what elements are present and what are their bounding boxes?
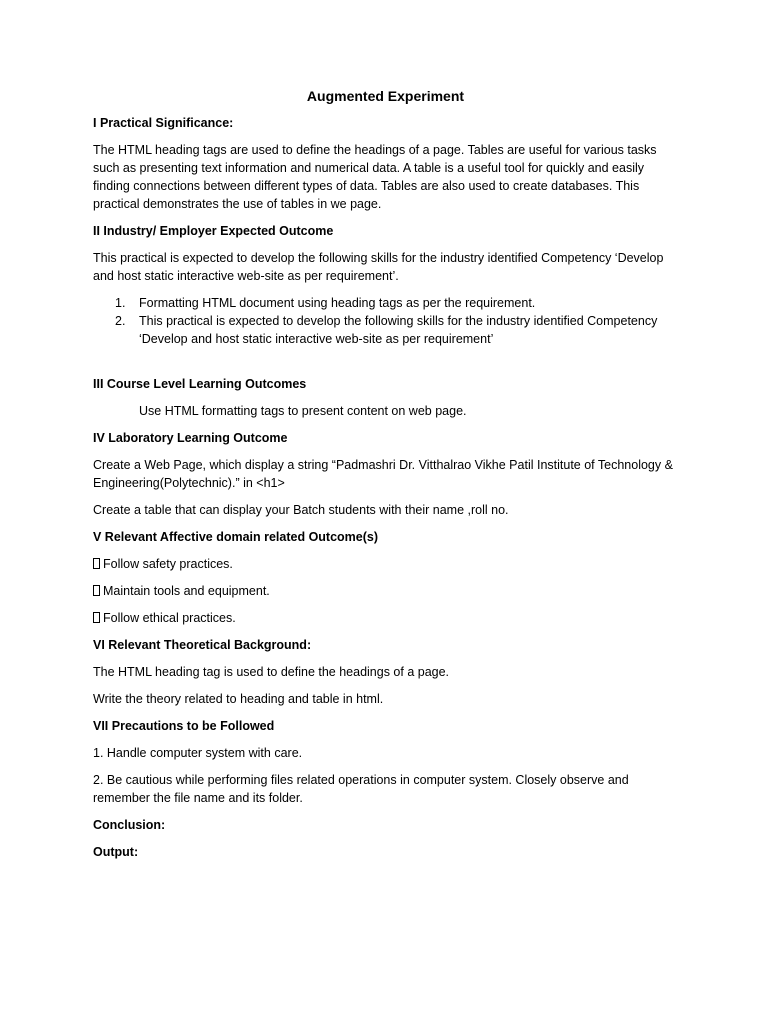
list-item-text: This practical is expected to develop the following skills for the industry identified Competency ‘Develop and host static interactive web-site as per requirement’ bbox=[139, 314, 658, 346]
section-heading-theory: VI Relevant Theoretical Background: bbox=[93, 638, 312, 652]
section-heading-affective-outcome: V Relevant Affective domain related Outcome(s) bbox=[93, 530, 379, 544]
bullet-item bbox=[93, 609, 678, 627]
course-outcomes-text: Use HTML formatting tags to present content on web page. bbox=[139, 404, 467, 418]
precaution-item-1: 1. Handle computer system with care. bbox=[93, 746, 303, 760]
section-heading-course-outcomes: III Course Level Learning Outcomes bbox=[93, 377, 307, 391]
lab-outcome-text-1: Create a Web Page, which display a string “Padmashri Dr. Vitthalrao Vikhe Patil Institute of Technology & Engineering(Polytechnic).” in <h1> bbox=[93, 458, 673, 490]
industry-outcome-text: This practical is expected to develop the following skills for the industry identified Competency ‘Develop and host static interactive web-site as per requirement’. bbox=[93, 251, 664, 283]
bullet-item bbox=[93, 555, 678, 573]
industry-outcome-list bbox=[93, 294, 678, 348]
missing-glyph-icon bbox=[93, 585, 100, 596]
bullet-item-text: Maintain tools and equipment. bbox=[103, 584, 270, 598]
missing-glyph-icon bbox=[93, 612, 100, 623]
document-title: Augmented Experiment bbox=[306, 88, 465, 104]
precaution-item-2: 2. Be cautious while performing files related operations in computer system. Closely observe and remember the file name and its folder. bbox=[93, 773, 629, 805]
list-item bbox=[93, 294, 678, 312]
list-item-text: Formatting HTML document using heading tags as per the requirement. bbox=[139, 296, 536, 310]
bullet-item bbox=[93, 582, 678, 600]
document-body bbox=[93, 86, 678, 870]
practical-significance-text: The HTML heading tags are used to define the headings of a page. Tables are useful for various tasks such as presenting text information and numerical data. A table is a useful tool for quickly and easily finding connections between different types of data. Tables are also used to create databases. This practical demonstrates the use of tables in we page. bbox=[93, 143, 657, 211]
list-item-number: 1. bbox=[115, 296, 126, 310]
missing-glyph-icon bbox=[93, 558, 100, 569]
section-heading-lab-outcome: IV Laboratory Learning Outcome bbox=[93, 431, 288, 445]
lab-outcome-text-2: Create a table that can display your Batch students with their name ,roll no. bbox=[93, 503, 509, 517]
bullet-item-text: Follow safety practices. bbox=[103, 557, 233, 571]
section-heading-precautions: VII Precautions to be Followed bbox=[93, 719, 275, 733]
list-item-number: 2. bbox=[115, 314, 126, 328]
section-heading-output: Output: bbox=[93, 845, 139, 859]
list-item bbox=[93, 312, 678, 348]
section-heading-conclusion: Conclusion: bbox=[93, 818, 166, 832]
theory-text-1: The HTML heading tag is used to define the headings of a page. bbox=[93, 665, 450, 679]
section-heading-practical-significance: I Practical Significance: bbox=[93, 116, 234, 130]
bullet-item-text: Follow ethical practices. bbox=[103, 611, 236, 625]
theory-text-2: Write the theory related to heading and table in html. bbox=[93, 692, 384, 706]
section-heading-industry-outcome: II Industry/ Employer Expected Outcome bbox=[93, 224, 334, 238]
